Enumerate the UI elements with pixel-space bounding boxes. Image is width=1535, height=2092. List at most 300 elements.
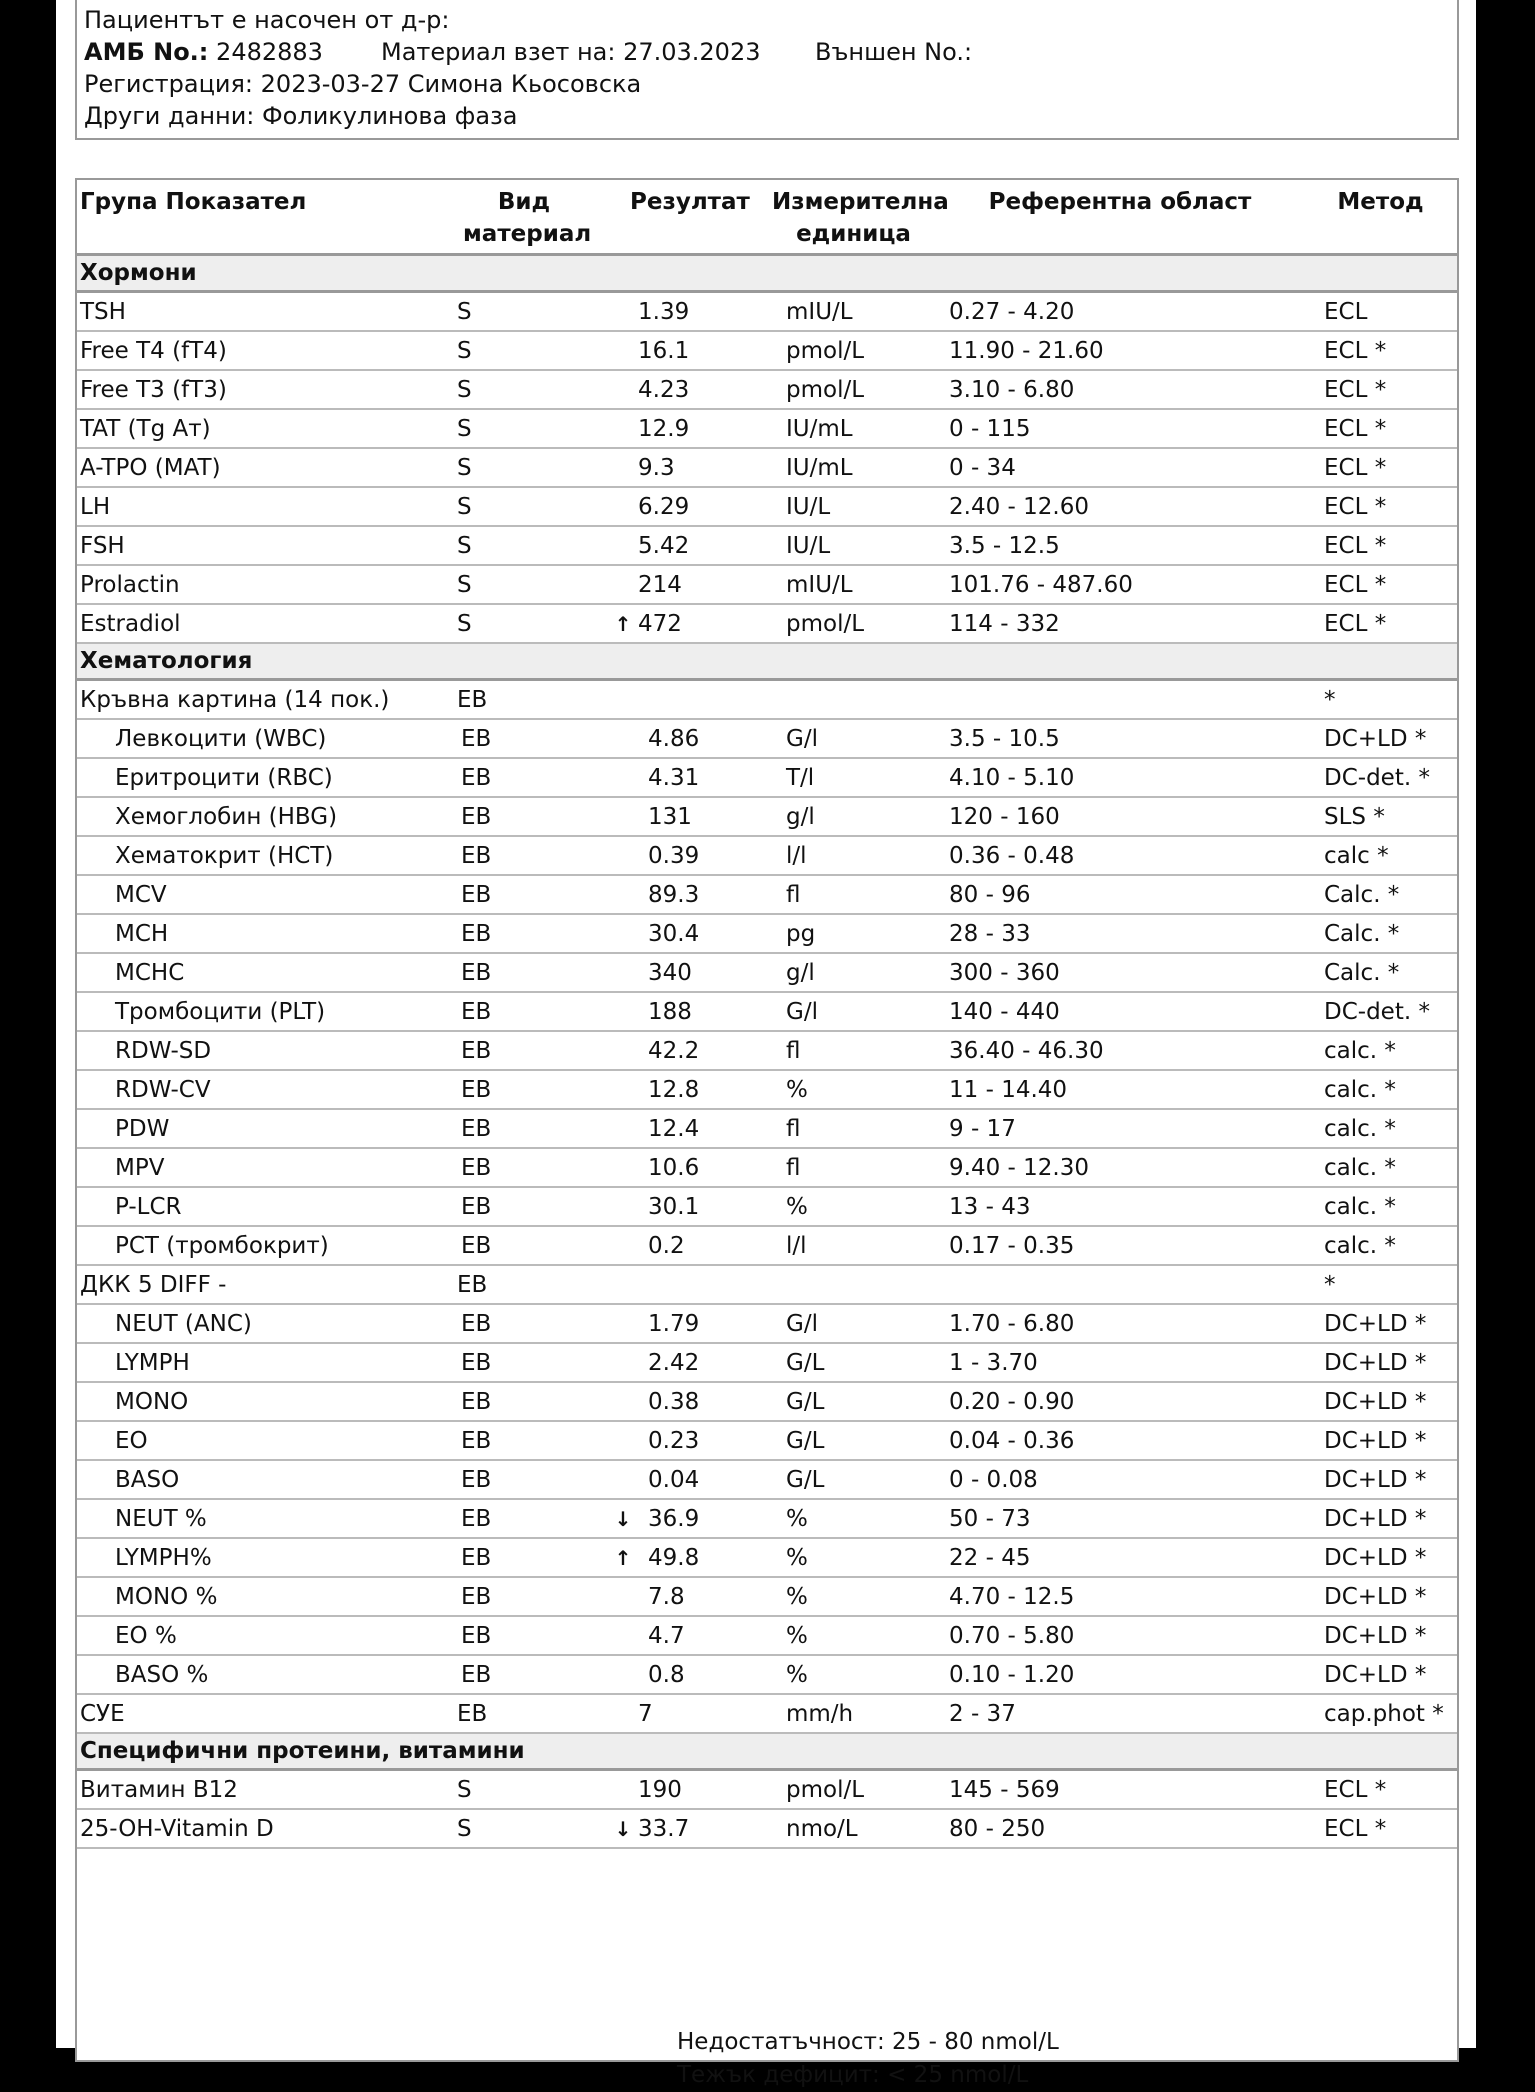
unit: pmol/L xyxy=(772,604,936,643)
method: DC-det. * xyxy=(1304,758,1457,797)
result-cell xyxy=(605,1226,772,1265)
test-name: MONO xyxy=(77,1382,443,1421)
result-cell xyxy=(605,836,772,875)
test-name: Prolactin xyxy=(77,565,443,604)
unit: g/l xyxy=(772,797,936,836)
result-cell xyxy=(605,992,772,1031)
result-cell xyxy=(605,1694,772,1733)
result-cell xyxy=(605,1616,772,1655)
external-label: Външен No.: xyxy=(815,38,973,66)
result-value: 36.9 xyxy=(648,1505,700,1532)
table-row xyxy=(77,1460,1457,1499)
unit: G/l xyxy=(772,1304,936,1343)
test-name: ДКК 5 DIFF - xyxy=(77,1265,443,1304)
result-cell xyxy=(605,565,772,604)
result-value: 33.7 xyxy=(638,1815,690,1842)
table-row xyxy=(77,1616,1457,1655)
unit: % xyxy=(772,1577,936,1616)
unit: pmol/L xyxy=(772,370,936,409)
result-value: 2.42 xyxy=(648,1349,700,1376)
result-value: 4.7 xyxy=(648,1622,685,1649)
unit: % xyxy=(772,1187,936,1226)
test-name: PCT (тромбокрит) xyxy=(77,1226,443,1265)
unit: % xyxy=(772,1070,936,1109)
table-row xyxy=(77,448,1457,487)
test-name: Еритроцити (RBC) xyxy=(77,758,443,797)
material-type: EB xyxy=(443,953,605,992)
unit: l/l xyxy=(772,1226,936,1265)
test-name: BASO xyxy=(77,1460,443,1499)
material-type: S xyxy=(443,526,605,565)
unit: g/l xyxy=(772,953,936,992)
reference-range: 0 - 34 xyxy=(936,448,1304,487)
test-name: Free T3 (fT3) xyxy=(77,370,443,409)
result-value: 30.4 xyxy=(648,920,700,947)
reference-range: 36.40 - 46.30 xyxy=(936,1031,1304,1070)
method: ECL * xyxy=(1304,331,1457,370)
result-cell xyxy=(605,1148,772,1187)
table-row xyxy=(77,875,1457,914)
test-name: 25-OH-Vitamin D xyxy=(77,1809,443,1848)
test-name: Free T4 (fT4) xyxy=(77,331,443,370)
reference-range: 2.40 - 12.60 xyxy=(936,487,1304,526)
method: calc * xyxy=(1304,836,1457,875)
test-name: Тромбоцити (PLT) xyxy=(77,992,443,1031)
table-row xyxy=(77,680,1457,720)
reference-range: 0.20 - 0.90 xyxy=(936,1382,1304,1421)
patient-info-box xyxy=(75,0,1459,140)
result-value: 190 xyxy=(638,1776,682,1803)
test-name: Хематокрит (HCT) xyxy=(77,836,443,875)
registration: Регистрация: 2023-03-27 Симона Кьосовска xyxy=(84,70,642,98)
result-value: 0.04 xyxy=(648,1466,700,1493)
method: calc. * xyxy=(1304,1148,1457,1187)
table-row xyxy=(77,1499,1457,1538)
unit: fl xyxy=(772,875,936,914)
result-cell xyxy=(605,1421,772,1460)
unit: pmol/L xyxy=(772,331,936,370)
method: DC+LD * xyxy=(1304,1343,1457,1382)
section-header xyxy=(77,1733,1457,1770)
method: DC+LD * xyxy=(1304,1499,1457,1538)
method: ECL * xyxy=(1304,370,1457,409)
table-row xyxy=(77,1109,1457,1148)
table-row xyxy=(77,1148,1457,1187)
method: ECL * xyxy=(1304,526,1457,565)
table-row xyxy=(77,1538,1457,1577)
result-value: 12.9 xyxy=(638,415,690,442)
test-name: Estradiol xyxy=(77,604,443,643)
result-value: 12.8 xyxy=(648,1076,700,1103)
unit: mm/h xyxy=(772,1694,936,1733)
material-type: EB xyxy=(443,1382,605,1421)
method: calc. * xyxy=(1304,1031,1457,1070)
reference-range: 3.5 - 10.5 xyxy=(936,719,1304,758)
reference-range: 145 - 569 xyxy=(936,1770,1304,1810)
results-table xyxy=(77,180,1457,1849)
test-name: TAT (Tg Ат) xyxy=(77,409,443,448)
test-name: LYMPH xyxy=(77,1343,443,1382)
test-name: MCV xyxy=(77,875,443,914)
reference-range: 1 - 3.70 xyxy=(936,1343,1304,1382)
method: calc. * xyxy=(1304,1226,1457,1265)
results-table-box xyxy=(75,178,1459,2088)
test-name: Витамин B12 xyxy=(77,1770,443,1810)
result-value: 0.2 xyxy=(648,1232,685,1259)
unit: G/L xyxy=(772,1343,936,1382)
result-cell xyxy=(605,680,772,720)
method: ECL * xyxy=(1304,409,1457,448)
note-deficiency: Тежък дефицит: < 25 nmol/L xyxy=(677,2062,1029,2088)
reference-range: 101.76 - 487.60 xyxy=(936,565,1304,604)
result-value: 188 xyxy=(648,998,692,1025)
test-name: Хемоглобин (HBG) xyxy=(77,797,443,836)
test-name: Левкоцити (WBC) xyxy=(77,719,443,758)
reference-range: 0.36 - 0.48 xyxy=(936,836,1304,875)
reference-range: 13 - 43 xyxy=(936,1187,1304,1226)
method: DC+LD * xyxy=(1304,1460,1457,1499)
section-title: Хематология xyxy=(77,643,1457,680)
result-value: 1.79 xyxy=(648,1310,700,1337)
table-header xyxy=(77,180,1457,255)
table-row xyxy=(77,1343,1457,1382)
result-cell xyxy=(605,1577,772,1616)
result-value: 4.23 xyxy=(638,376,690,403)
material-type: EB xyxy=(443,1460,605,1499)
method: DC+LD * xyxy=(1304,1538,1457,1577)
material-type: EB xyxy=(443,875,605,914)
reference-range xyxy=(936,680,1304,720)
result-value: 0.8 xyxy=(648,1661,685,1688)
arrow-down-icon: ↓ xyxy=(614,1816,632,1841)
material-type: EB xyxy=(443,1226,605,1265)
table-row xyxy=(77,1304,1457,1343)
method: SLS * xyxy=(1304,797,1457,836)
table-row xyxy=(77,953,1457,992)
result-value: 9.3 xyxy=(638,454,675,481)
method: DC+LD * xyxy=(1304,719,1457,758)
test-name: A-TPO (MAT) xyxy=(77,448,443,487)
result-cell xyxy=(605,875,772,914)
test-name: NEUT % xyxy=(77,1499,443,1538)
test-name: TSH xyxy=(77,292,443,332)
material-type: EB xyxy=(443,1655,605,1694)
result-value: 4.31 xyxy=(648,764,700,791)
amb-line xyxy=(84,38,973,66)
reference-range: 114 - 332 xyxy=(936,604,1304,643)
reference-range: 0 - 0.08 xyxy=(936,1460,1304,1499)
result-cell xyxy=(605,604,772,643)
method: DC+LD * xyxy=(1304,1304,1457,1343)
material-type: EB xyxy=(443,758,605,797)
result-cell xyxy=(605,719,772,758)
reference-range xyxy=(936,1265,1304,1304)
result-cell xyxy=(605,1770,772,1810)
reference-range: 80 - 96 xyxy=(936,875,1304,914)
table-row xyxy=(77,1031,1457,1070)
material-type: EB xyxy=(443,797,605,836)
result-cell xyxy=(605,1382,772,1421)
method: * xyxy=(1304,680,1457,720)
section-title: Специфични протеини, витамини xyxy=(77,1733,1457,1770)
table-row xyxy=(77,1809,1457,1848)
result-value: 7 xyxy=(638,1700,653,1727)
unit: IU/mL xyxy=(772,409,936,448)
material-type: S xyxy=(443,370,605,409)
reference-range: 28 - 33 xyxy=(936,914,1304,953)
result-value: 49.8 xyxy=(648,1544,700,1571)
unit: mIU/L xyxy=(772,565,936,604)
table-row xyxy=(77,1577,1457,1616)
amb-value: 2482883 xyxy=(216,38,323,66)
test-name: MCHC xyxy=(77,953,443,992)
result-cell xyxy=(605,1070,772,1109)
test-name: СУЕ xyxy=(77,1694,443,1733)
test-name: MONO % xyxy=(77,1577,443,1616)
table-row xyxy=(77,409,1457,448)
result-value: 10.6 xyxy=(648,1154,700,1181)
method: * xyxy=(1304,1265,1457,1304)
test-name: PDW xyxy=(77,1109,443,1148)
result-value: 0.39 xyxy=(648,842,700,869)
reference-range: 300 - 360 xyxy=(936,953,1304,992)
material-type: S xyxy=(443,292,605,332)
unit: fl xyxy=(772,1148,936,1187)
table-row xyxy=(77,1265,1457,1304)
method: DC+LD * xyxy=(1304,1421,1457,1460)
unit xyxy=(772,680,936,720)
unit: G/l xyxy=(772,992,936,1031)
other-data: Други данни: Фоликулинова фаза xyxy=(84,102,518,130)
reference-range: 9 - 17 xyxy=(936,1109,1304,1148)
table-row xyxy=(77,797,1457,836)
unit: IU/L xyxy=(772,526,936,565)
method: DC+LD * xyxy=(1304,1616,1457,1655)
result-cell xyxy=(605,1265,772,1304)
test-name: MPV xyxy=(77,1148,443,1187)
material-type: EB xyxy=(443,1421,605,1460)
test-name: BASO % xyxy=(77,1655,443,1694)
result-cell xyxy=(605,1499,772,1538)
section-header xyxy=(77,643,1457,680)
table-row xyxy=(77,526,1457,565)
table-row xyxy=(77,1070,1457,1109)
result-cell xyxy=(605,758,772,797)
result-value: 12.4 xyxy=(648,1115,700,1142)
result-value: 214 xyxy=(638,571,682,598)
table-row xyxy=(77,487,1457,526)
result-cell xyxy=(605,1343,772,1382)
material-type: EB xyxy=(443,1187,605,1226)
result-cell xyxy=(605,487,772,526)
reference-range: 0.70 - 5.80 xyxy=(936,1616,1304,1655)
table-row xyxy=(77,1226,1457,1265)
col-material: Вид материал xyxy=(443,180,605,255)
material-type: S xyxy=(443,1809,605,1848)
result-value: 5.42 xyxy=(638,532,690,559)
method: ECL * xyxy=(1304,1770,1457,1810)
result-value: 16.1 xyxy=(638,337,690,364)
result-value: 7.8 xyxy=(648,1583,685,1610)
result-value: 0.38 xyxy=(648,1388,700,1415)
reference-range: 0.17 - 0.35 xyxy=(936,1226,1304,1265)
arrow-down-icon: ↓ xyxy=(614,1506,632,1531)
result-cell xyxy=(605,526,772,565)
unit: % xyxy=(772,1655,936,1694)
arrow-up-icon: ↑ xyxy=(614,1545,632,1570)
unit: nmo/L xyxy=(772,1809,936,1848)
section-header xyxy=(77,255,1457,292)
material-type: EB xyxy=(443,992,605,1031)
method: DC+LD * xyxy=(1304,1382,1457,1421)
reference-range: 3.5 - 12.5 xyxy=(936,526,1304,565)
reference-range: 0.27 - 4.20 xyxy=(936,292,1304,332)
reference-range: 3.10 - 6.80 xyxy=(936,370,1304,409)
material-type: EB xyxy=(443,1265,605,1304)
material-type: EB xyxy=(443,1694,605,1733)
reference-range: 2 - 37 xyxy=(936,1694,1304,1733)
result-cell xyxy=(605,914,772,953)
table-row xyxy=(77,1421,1457,1460)
test-name: LH xyxy=(77,487,443,526)
result-value: 0.23 xyxy=(648,1427,700,1454)
method: ECL * xyxy=(1304,565,1457,604)
method: DC+LD * xyxy=(1304,1577,1457,1616)
result-value: 42.2 xyxy=(648,1037,700,1064)
material-type: EB xyxy=(443,1538,605,1577)
material-type: EB xyxy=(443,1343,605,1382)
test-name: MCH xyxy=(77,914,443,953)
result-value: 30.1 xyxy=(648,1193,700,1220)
test-name: EO % xyxy=(77,1616,443,1655)
unit: mIU/L xyxy=(772,292,936,332)
result-cell xyxy=(605,1304,772,1343)
material-type: EB xyxy=(443,1148,605,1187)
result-cell xyxy=(605,1809,772,1848)
material-type: EB xyxy=(443,836,605,875)
result-cell xyxy=(605,1109,772,1148)
result-cell xyxy=(605,1187,772,1226)
method: DC+LD * xyxy=(1304,1655,1457,1694)
method: ECL * xyxy=(1304,604,1457,643)
material-type: EB xyxy=(443,1499,605,1538)
material-label: Материал взет на: xyxy=(381,38,616,66)
result-value: 4.86 xyxy=(648,725,700,752)
reference-range: 9.40 - 12.30 xyxy=(936,1148,1304,1187)
material-type: EB xyxy=(443,1304,605,1343)
material-type: S xyxy=(443,1770,605,1810)
table-row xyxy=(77,370,1457,409)
unit: % xyxy=(772,1616,936,1655)
table-row xyxy=(77,1770,1457,1810)
test-name: EO xyxy=(77,1421,443,1460)
test-name: FSH xyxy=(77,526,443,565)
test-name: Кръвна картина (14 пок.) xyxy=(77,680,443,720)
material-type: EB xyxy=(443,914,605,953)
table-row xyxy=(77,758,1457,797)
test-name: P-LCR xyxy=(77,1187,443,1226)
method: Calc. * xyxy=(1304,875,1457,914)
unit: pmol/L xyxy=(772,1770,936,1810)
method: Calc. * xyxy=(1304,914,1457,953)
result-cell xyxy=(605,331,772,370)
vitamin-d-notes xyxy=(677,2026,1059,2092)
reference-range: 50 - 73 xyxy=(936,1499,1304,1538)
method: calc. * xyxy=(1304,1070,1457,1109)
result-cell xyxy=(605,797,772,836)
test-name: RDW-CV xyxy=(77,1070,443,1109)
table-row xyxy=(77,914,1457,953)
result-value: 89.3 xyxy=(648,881,700,908)
reference-range: 11 - 14.40 xyxy=(936,1070,1304,1109)
unit: pg xyxy=(772,914,936,953)
table-row xyxy=(77,992,1457,1031)
method: DC-det. * xyxy=(1304,992,1457,1031)
material-type: S xyxy=(443,565,605,604)
unit: G/L xyxy=(772,1382,936,1421)
reference-range: 0.10 - 1.20 xyxy=(936,1655,1304,1694)
table-row xyxy=(77,836,1457,875)
col-name: Група Показател xyxy=(77,180,443,255)
table-row xyxy=(77,1187,1457,1226)
result-cell xyxy=(605,1031,772,1070)
result-cell xyxy=(605,953,772,992)
unit: fl xyxy=(772,1109,936,1148)
result-cell xyxy=(605,370,772,409)
referred-by: Пациентът е насочен от д-р: xyxy=(84,6,450,34)
result-value: 131 xyxy=(648,803,692,830)
method: ECL * xyxy=(1304,487,1457,526)
test-name: LYMPH% xyxy=(77,1538,443,1577)
material-type: S xyxy=(443,331,605,370)
table-row xyxy=(77,1382,1457,1421)
reference-range: 0 - 115 xyxy=(936,409,1304,448)
material-type: EB xyxy=(443,680,605,720)
unit: % xyxy=(772,1538,936,1577)
material-type: S xyxy=(443,487,605,526)
table-row xyxy=(77,292,1457,332)
result-cell xyxy=(605,448,772,487)
col-result: Резултат xyxy=(605,180,772,255)
unit: G/L xyxy=(772,1460,936,1499)
unit: l/l xyxy=(772,836,936,875)
material-type: EB xyxy=(443,1577,605,1616)
reference-range: 4.10 - 5.10 xyxy=(936,758,1304,797)
method: calc. * xyxy=(1304,1109,1457,1148)
unit: IU/L xyxy=(772,487,936,526)
result-cell xyxy=(605,1460,772,1499)
test-name: RDW-SD xyxy=(77,1031,443,1070)
reference-range: 140 - 440 xyxy=(936,992,1304,1031)
table-row xyxy=(77,604,1457,643)
section-title: Хормони xyxy=(77,255,1457,292)
table-row xyxy=(77,719,1457,758)
method: Calc. * xyxy=(1304,953,1457,992)
result-value: 340 xyxy=(648,959,692,986)
reference-range: 80 - 250 xyxy=(936,1809,1304,1848)
unit: T/l xyxy=(772,758,936,797)
col-method: Метод xyxy=(1304,180,1457,255)
unit: fl xyxy=(772,1031,936,1070)
result-value: 1.39 xyxy=(638,298,690,325)
material-type: S xyxy=(443,409,605,448)
reference-range: 120 - 160 xyxy=(936,797,1304,836)
reference-range: 11.90 - 21.60 xyxy=(936,331,1304,370)
unit: IU/mL xyxy=(772,448,936,487)
material-type: EB xyxy=(443,719,605,758)
table-row xyxy=(77,565,1457,604)
note-insufficiency: Недостатъчност: 25 - 80 nmol/L xyxy=(677,2029,1059,2055)
